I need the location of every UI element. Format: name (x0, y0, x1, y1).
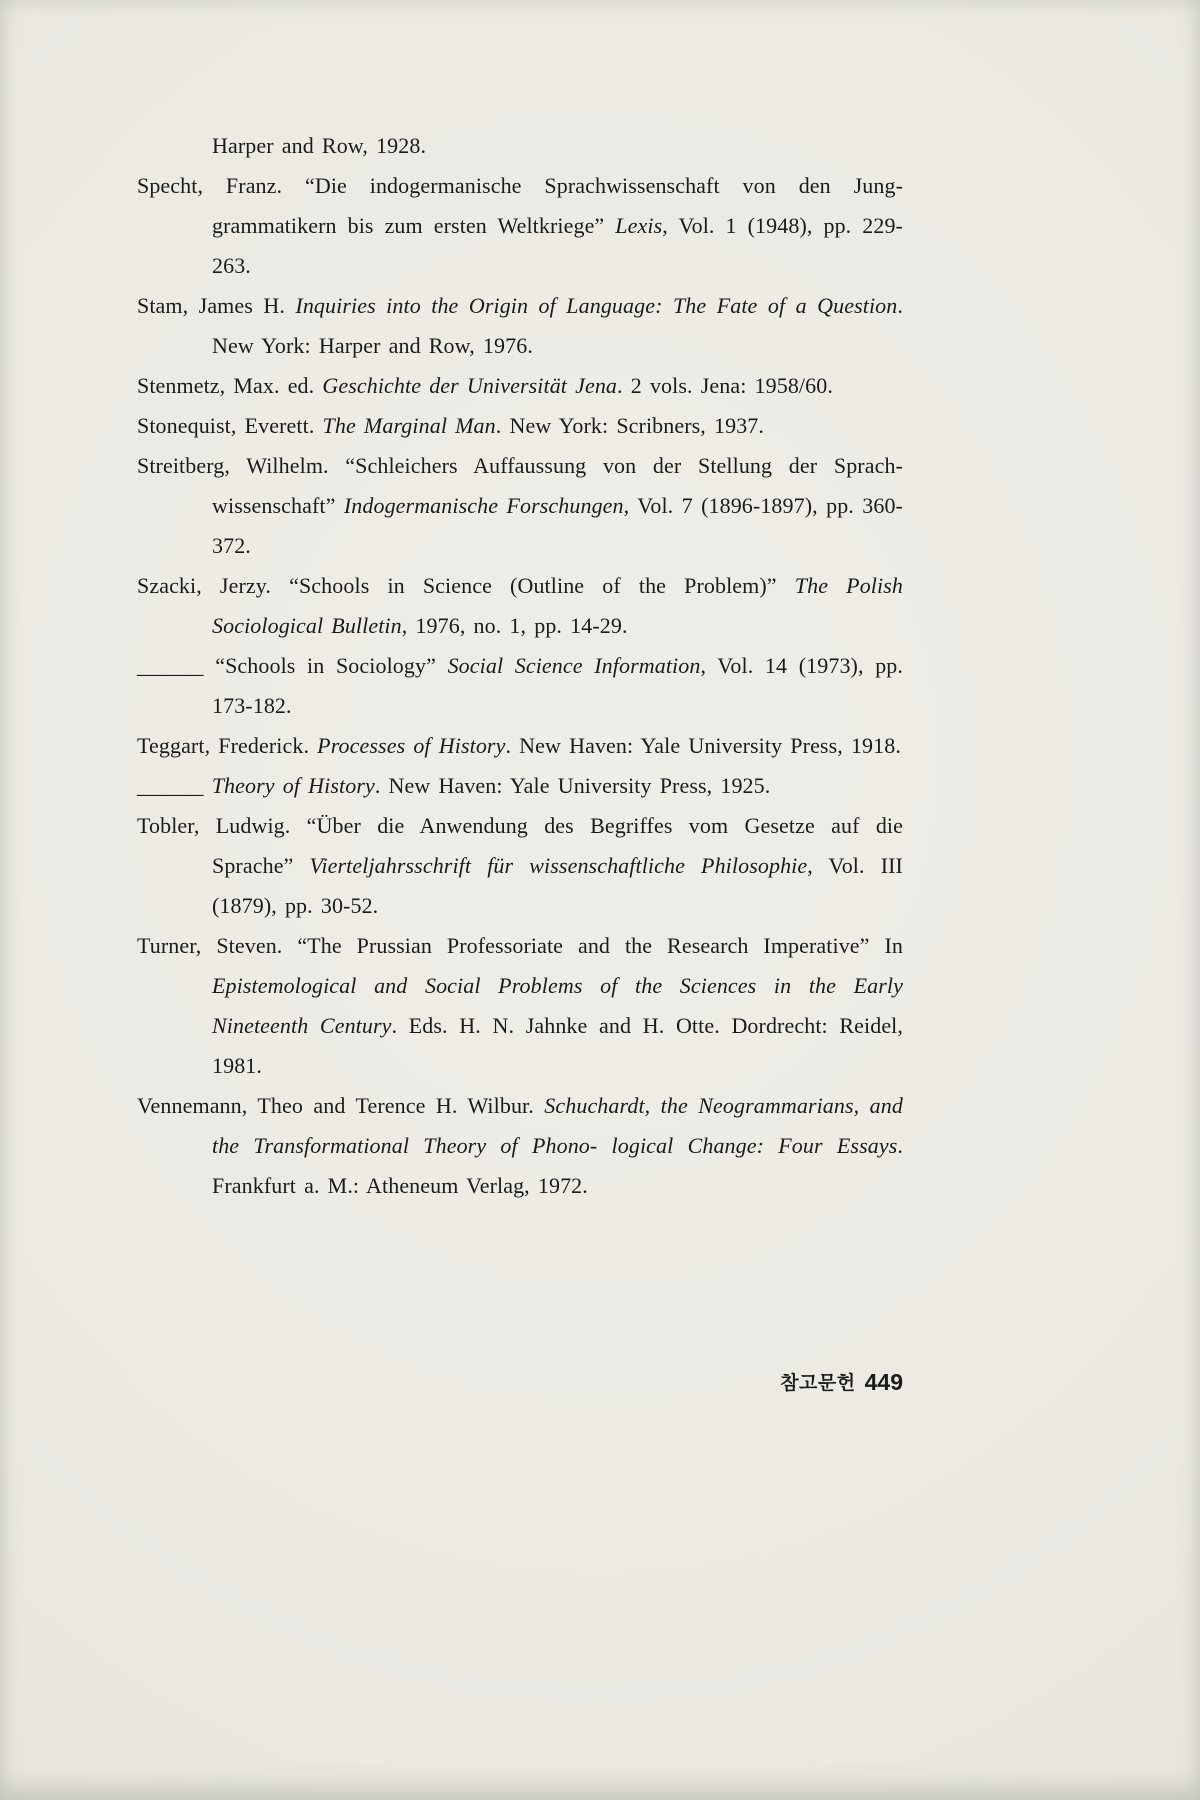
work-title: Schuchardt, the Neogrammarians, and the Transformational Theory of Phono- logical Change: Four Essays (212, 1093, 903, 1158)
entry-text: , 1976, no. 1, pp. 14-29. (401, 613, 628, 638)
entry-text: Stam, James H. (137, 293, 296, 318)
bibliography-entry (137, 1086, 903, 1206)
entry-text: Specht, Franz. “Die indogermanische Sprachwissenschaft von den Jung-grammatikern bis zum ersten Weltkriege” (137, 173, 903, 238)
work-title: Lexis (615, 213, 663, 238)
bibliography-entry (137, 806, 903, 926)
bibliography-entry (137, 366, 903, 406)
bibliography-list (137, 126, 903, 1206)
entry-text: , Vol. 14 (1973), pp. 173-182. (212, 653, 903, 718)
entry-text: . New York: Harper and Row, 1976. (212, 293, 903, 358)
bibliography-entry (137, 126, 903, 166)
entry-text: Stonequist, Everett. (137, 413, 323, 438)
entry-text: Vennemann, Theo and Terence H. Wilbur. (137, 1093, 545, 1118)
work-title: Vierteljahrsschrift für wissenschaftliche Philosophie (309, 853, 808, 878)
work-title: Epistemological and Social Problems of the Sciences in the Early Nineteenth Century (212, 973, 903, 1038)
entry-text: Harper and Row, 1928. (212, 133, 427, 158)
page-footer (137, 1368, 903, 1396)
entry-text: . Frankfurt a. M.: Atheneum Verlag, 1972. (212, 1133, 903, 1198)
page-number: 449 (864, 1369, 903, 1395)
bibliography-entry (137, 726, 903, 766)
bibliography-entry (137, 446, 903, 566)
entry-text: . Eds. H. N. Jahnke and H. Otte. Dordrecht: Reidel, 1981. (212, 1013, 903, 1078)
work-title: Geschichte der Universität Jena (322, 373, 618, 398)
entry-text: , Vol. 7 (1896-1897), pp. 360-372. (212, 493, 903, 558)
entry-text: ______ (137, 773, 212, 798)
footer-section-label: 참고문헌 (780, 1373, 856, 1394)
entry-text: Szacki, Jerzy. “Schools in Science (Outline of the Problem)” (137, 573, 795, 598)
work-title: Theory of History (211, 773, 375, 798)
entry-text: ______ “Schools in Sociology” (137, 653, 448, 678)
work-title: Inquiries into the Origin of Language: The Fate of a Question (295, 293, 898, 318)
entry-text: . New York: Scribners, 1937. (495, 413, 765, 438)
bibliography-entry (137, 406, 903, 446)
work-title: The Marginal Man (322, 413, 496, 438)
entry-text: . 2 vols. Jena: 1958/60. (617, 373, 833, 398)
entry-text: Streitberg, Wilhelm. “Schleichers Auffaussung von der Stellung der Sprach- wissenschaft” (137, 453, 903, 518)
entry-text: . New Haven: Yale University Press, 1925. (374, 773, 771, 798)
bibliography-entry (137, 926, 903, 1086)
work-title: The Polish Sociological Bulletin (212, 573, 903, 638)
entry-text: Stenmetz, Max. ed. (137, 373, 323, 398)
entry-text: , Vol. 1 (1948), pp. 229-263. (212, 213, 903, 278)
entry-text: , Vol. III (1879), pp. 30-52. (212, 853, 903, 918)
work-title: Processes of History (317, 733, 506, 758)
bibliography-entry (137, 566, 903, 646)
bibliography-entry (137, 166, 903, 286)
work-title: Social Science Information (447, 653, 701, 678)
bibliography-entry (137, 766, 903, 806)
bibliography-entry (137, 286, 903, 366)
entry-text: Teggart, Frederick. (137, 733, 318, 758)
entry-text: Turner, Steven. “The Prussian Professoriate and the Research Imperative” In (137, 933, 903, 958)
entry-text: Tobler, Ludwig. “Über die Anwendung des Begriffes vom Gesetze auf die Sprache” (137, 813, 903, 878)
bibliography-entry (137, 646, 903, 726)
work-title: Indogermanische Forschungen (343, 493, 624, 518)
entry-text: . New Haven: Yale University Press, 1918. (505, 733, 901, 758)
